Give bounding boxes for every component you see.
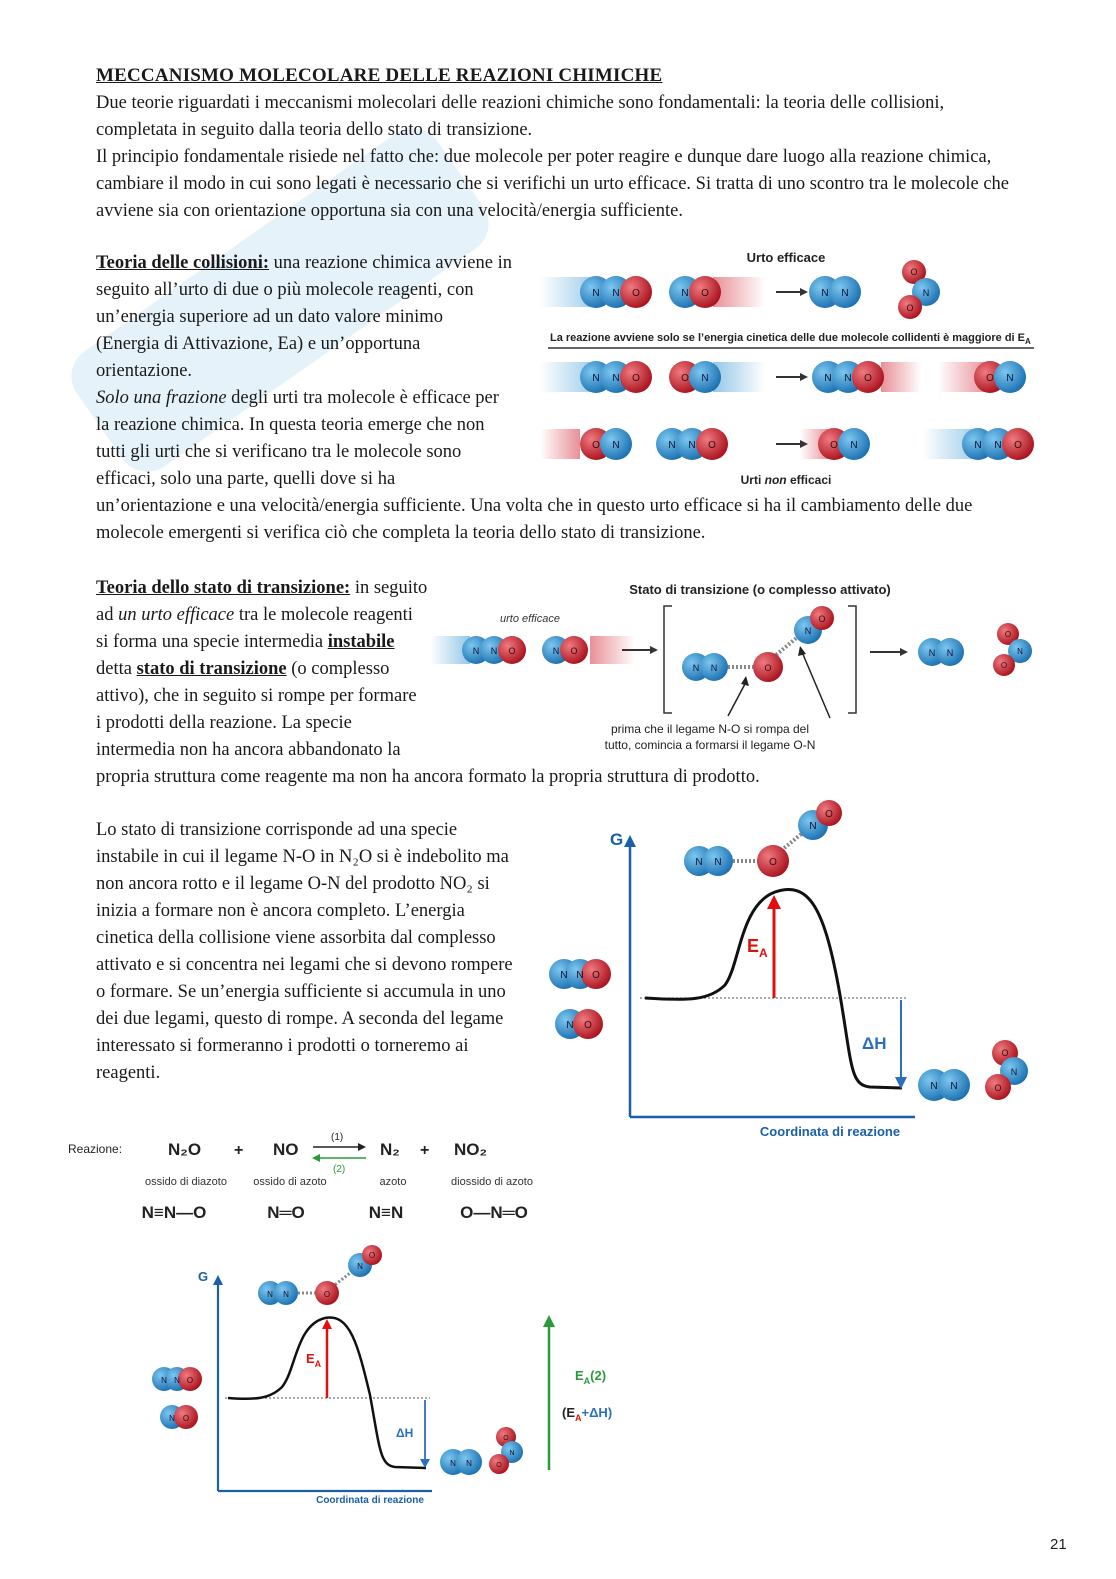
svg-text:O: O — [368, 1251, 376, 1260]
forward-arrowhead — [358, 1143, 366, 1151]
name-n2o: ossido di diazoto — [145, 1176, 227, 1188]
n2o-molecule — [812, 361, 884, 393]
arrow1-label: (1) — [331, 1132, 344, 1143]
dh-label: ΔH — [396, 1426, 414, 1440]
svg-text:N: N — [552, 646, 560, 656]
text-line: dei due legami, questo di rompe. A seconda del legame — [96, 1009, 504, 1029]
italic-span: un urto efficace — [118, 605, 235, 625]
collisions-heading: Teoria delle collisioni: — [96, 253, 270, 273]
transition-state-figure — [430, 578, 1050, 763]
text-span: si forma una specie intermedia — [96, 632, 328, 652]
pointer-arrows — [728, 646, 830, 718]
ea2-label: $E_A(2)$ — [575, 1368, 607, 1386]
text-line: interessato si formeranno i prodotti o torneremo ai — [96, 1036, 469, 1056]
page-title: MECCANISMO MOLECOLARE DELLE REAZIONI CHIMICHE — [96, 65, 663, 86]
species-no2: NO₂ — [454, 1140, 488, 1159]
svg-text:N: N — [809, 821, 817, 832]
svg-text:O: O — [632, 373, 640, 384]
fig2-note: prima che il legame N-O si rompa del — [610, 722, 810, 736]
svg-text:O: O — [503, 1435, 509, 1442]
text-line: (Energia di Attivazione, Ea) e un’opportuna — [96, 334, 421, 354]
svg-text:N: N — [681, 288, 689, 299]
reaction-arrow — [776, 288, 808, 296]
svg-text:N: N — [566, 1020, 574, 1031]
svg-text:N: N — [174, 1376, 180, 1385]
n2-molecule — [918, 638, 964, 666]
svg-text:O: O — [681, 373, 689, 384]
x-axis-label: Coordinata di reazione — [316, 1495, 424, 1506]
text-line: seguito all’urto di due o più molecole reagenti, con — [96, 280, 474, 300]
svg-text:N: N — [928, 648, 936, 658]
ea2-sum-label: $(E_A+\Delta H)$ — [562, 1405, 613, 1423]
text-line: efficaci, solo una parte, quelli dove si ha — [96, 469, 396, 489]
text-line: un’energia superiore ad un dato valore minimo — [96, 307, 443, 327]
svg-text:N: N — [509, 1450, 515, 1457]
text-line: molecole emergenti si verifica ciò che completa la teoria dello stato di transizione. — [96, 523, 706, 543]
svg-text:O: O — [570, 646, 578, 656]
svg-text:N: N — [701, 373, 709, 384]
g-label: G — [610, 830, 624, 849]
svg-text:N: N — [710, 663, 718, 673]
n2o-molecule — [462, 636, 526, 664]
svg-text:O: O — [1000, 661, 1008, 670]
struct-no2: O—N═O — [460, 1203, 528, 1222]
name-no: ossido di azoto — [253, 1176, 327, 1188]
n2o-molecule — [962, 428, 1034, 460]
fraction-italic: Solo una frazione — [96, 388, 227, 408]
text-line: inizia a formare non è ancora completo. L’energia — [96, 901, 465, 921]
svg-text:N: N — [824, 373, 832, 384]
name-no2: diossido di azoto — [451, 1176, 533, 1188]
svg-text:O: O — [186, 1376, 194, 1385]
svg-text:O: O — [825, 809, 833, 820]
svg-text:O: O — [769, 857, 777, 868]
text-line: instabile in cui il legame N-O in N₂O si è indebolito ma — [96, 847, 509, 867]
species-no: NO — [273, 1140, 299, 1159]
svg-text:N: N — [714, 857, 722, 868]
svg-text:O: O — [906, 303, 914, 313]
text-span: tra le molecole reagenti — [234, 605, 413, 625]
svg-text:N: N — [994, 440, 1002, 451]
text-line: attivato e si concentra nei legami che si devono rompere — [96, 955, 513, 975]
on-molecule — [974, 361, 1026, 393]
svg-text:N: N — [946, 648, 954, 658]
products — [440, 1427, 523, 1475]
svg-text:N: N — [466, 1459, 472, 1468]
on-molecule — [580, 428, 632, 460]
text-line: tutti gli urti che si verificano tra le molecole sono — [96, 442, 462, 462]
no2-molecule — [898, 260, 940, 319]
arrow2-label: (2) — [333, 1164, 346, 1175]
text-line: orientazione. — [96, 361, 193, 381]
text-line: degli urti tra molecole è efficace per — [226, 388, 499, 408]
n2o-molecule — [580, 361, 652, 393]
text-line: non ancora rotto e il legame O-N del prodotto NO₂ si — [96, 874, 490, 894]
svg-text:N: N — [695, 857, 703, 868]
svg-text:O: O — [701, 288, 709, 299]
intro-line: cambiare il modo in cui sono legati è necessario che si verifichi un urto efficace. Si tratta di uno scontro tra le molecole che — [96, 174, 1010, 194]
species-n2: N₂ — [380, 1140, 400, 1159]
products — [918, 1040, 1028, 1101]
svg-text:N: N — [161, 1376, 167, 1385]
svg-text:O: O — [764, 663, 772, 673]
svg-text:N: N — [841, 288, 849, 299]
svg-text:N: N — [592, 288, 600, 299]
svg-text:N: N — [821, 288, 829, 299]
reaction-label: Reazione: — [68, 1142, 123, 1156]
text-line: in seguito — [350, 578, 428, 598]
y-axis-arrowhead — [213, 1275, 223, 1285]
svg-text:O: O — [994, 1083, 1002, 1093]
ea-arrowhead — [767, 895, 781, 909]
svg-text:O: O — [1001, 1048, 1009, 1058]
backward-arrowhead — [312, 1154, 320, 1162]
plus-sign: + — [234, 1142, 244, 1159]
svg-text:N: N — [450, 1459, 456, 1468]
svg-text:O: O — [323, 1290, 331, 1299]
collisions-continuation — [96, 493, 1076, 547]
bold-span: instabile — [327, 632, 395, 652]
n2o-molecule — [656, 428, 728, 460]
svg-text:N: N — [688, 440, 696, 451]
svg-text:N: N — [1010, 1067, 1018, 1077]
svg-text:N: N — [844, 373, 852, 384]
x-axis-label: Coordinata di reazione — [759, 1124, 901, 1139]
motion-blur — [881, 362, 921, 392]
svg-text:N: N — [1017, 647, 1023, 656]
svg-text:N: N — [692, 663, 700, 673]
text-line: cinetica della collisione viene assorbita dal complesso — [96, 928, 496, 948]
text-line: propria struttura come reagente ma non ha ancora formato la propria struttura di prodotto. — [96, 767, 760, 787]
svg-text:O: O — [592, 440, 600, 451]
svg-text:N: N — [1006, 373, 1014, 384]
svg-text:O: O — [864, 373, 872, 384]
text-line: i prodotti della reazione. La specie — [96, 713, 352, 733]
struct-no: N═O — [267, 1203, 305, 1222]
on-molecule — [669, 361, 721, 393]
svg-text:O: O — [830, 440, 838, 451]
reaction-scheme-figure — [60, 1125, 640, 1515]
g-label: G — [198, 1269, 209, 1284]
svg-text:O: O — [592, 970, 600, 981]
svg-text:N: N — [850, 440, 858, 451]
species-n2o: N₂O — [168, 1140, 202, 1159]
svg-text:O: O — [708, 440, 716, 451]
no2-molecule — [993, 623, 1032, 676]
collisions-paragraph — [96, 250, 536, 493]
activated-complex — [684, 800, 842, 877]
svg-text:O: O — [632, 288, 640, 299]
text-line: una reazione chimica avviene in — [269, 253, 512, 273]
ea-arrowhead — [322, 1319, 332, 1329]
n2o-molecule — [580, 276, 652, 308]
state-paragraph — [96, 817, 536, 1087]
ea-label: $E_A$ — [747, 936, 768, 960]
svg-text:N: N — [283, 1290, 289, 1299]
bold-span: stato di transizione — [136, 659, 287, 679]
svg-text:N: N — [668, 440, 676, 451]
activated-complex — [682, 606, 834, 682]
svg-text:N: N — [560, 970, 568, 981]
energy-diagram — [540, 795, 1045, 1145]
svg-text:N: N — [357, 1262, 363, 1271]
intro-paragraph — [96, 90, 1056, 225]
page-number: 21 — [1050, 1536, 1067, 1553]
svg-text:O: O — [496, 1462, 502, 1469]
svg-text:N: N — [612, 440, 620, 451]
svg-text:N: N — [974, 440, 982, 451]
svg-text:N: N — [267, 1290, 273, 1299]
fig1-bottom-caption: Urti non efficaci — [740, 473, 832, 487]
on-molecule — [818, 428, 870, 460]
svg-text:O: O — [584, 1020, 592, 1031]
svg-text:N: N — [950, 1081, 958, 1092]
svg-text:N: N — [576, 970, 584, 981]
fig2-label: urto efficace — [500, 613, 560, 625]
fig1-caption: La reazione avviene solo se l’energia cinetica delle due molecole collidenti è maggiore di $E_A$ — [550, 332, 1031, 346]
reactants — [549, 959, 611, 1039]
reactants — [152, 1367, 202, 1429]
ea2-arrowhead — [543, 1315, 555, 1327]
fig2-title: Stato di transizione (o complesso attivato) — [629, 582, 891, 597]
n2-molecule — [809, 276, 861, 308]
intro-line: Il principio fondamentale risiede nel fatto che: due molecole per poter reagire e dunque dare luogo alla reazione chimica, — [96, 147, 992, 167]
struct-n2: N≡N — [368, 1203, 404, 1222]
collision-figure — [538, 245, 1048, 490]
text-line: intermedia non ha ancora abbandonato la — [96, 740, 401, 760]
text-line: attivo), che in seguito si rompe per formare — [96, 686, 417, 706]
svg-text:N: N — [930, 1081, 938, 1092]
svg-text:N: N — [612, 373, 620, 384]
svg-text:N: N — [612, 288, 620, 299]
activated-complex — [258, 1245, 382, 1305]
svg-text:O: O — [182, 1414, 190, 1423]
text-span: (o complesso — [286, 659, 390, 679]
svg-text:O: O — [1004, 630, 1012, 639]
text-line: Lo stato di transizione corrisponde ad una specie — [96, 820, 458, 840]
intro-line: completata in seguito dalla teoria dello stato di transizione. — [96, 120, 533, 140]
text-line: o formare. Se un’energia sufficiente si accumula in uno — [96, 982, 506, 1002]
svg-text:N: N — [922, 288, 930, 298]
no-molecule — [669, 276, 721, 308]
name-n2: azoto — [379, 1176, 407, 1188]
y-axis-arrowhead — [624, 835, 636, 847]
svg-text:N: N — [592, 373, 600, 384]
text-line: la reazione chimica. In questa teoria emerge che non — [96, 415, 485, 435]
motion-blur — [540, 429, 580, 459]
intro-line: Due teorie riguardati i meccanismi molecolari delle reazioni chimiche sono fondamentali: la teoria delle collisioni, — [96, 93, 945, 113]
svg-text:N: N — [490, 646, 498, 656]
reaction-arrow — [870, 648, 908, 656]
svg-text:O: O — [508, 646, 516, 656]
svg-text:O: O — [818, 614, 826, 624]
svg-text:N: N — [169, 1414, 175, 1423]
svg-text:O: O — [910, 267, 918, 277]
text-span: ad — [96, 605, 119, 625]
fig2-note: tutto, comincia a formarsi il legame O-N — [604, 738, 816, 752]
text-line: un’orientazione e una velocità/energia sufficiente. Una volta che in questo urto efficace si ha il cambiamento delle due — [96, 496, 973, 516]
text-span: detta — [96, 659, 137, 679]
struct-n2o: N≡N—O — [141, 1203, 207, 1222]
transition-heading: Teoria dello stato di transizione: — [96, 578, 351, 598]
svg-text:N: N — [472, 646, 480, 656]
ea-label: $E_A$ — [306, 1351, 322, 1369]
dh-label: ΔH — [862, 1034, 887, 1053]
intro-line: avviene sia con orientazione opportuna sia con una velocità/energia sufficiente. — [96, 201, 683, 221]
text-line: reagenti. — [96, 1063, 161, 1083]
svg-text:N: N — [804, 626, 812, 636]
no-molecule — [542, 636, 588, 664]
plus-sign: + — [420, 1142, 430, 1159]
svg-text:O: O — [986, 373, 994, 384]
bracket-right — [848, 606, 856, 713]
svg-text:O: O — [1014, 440, 1022, 451]
fig1-title: Urto efficace — [746, 250, 826, 265]
bracket-left — [664, 606, 672, 713]
transition-paragraph — [96, 575, 441, 764]
reaction-arrow — [776, 373, 808, 381]
